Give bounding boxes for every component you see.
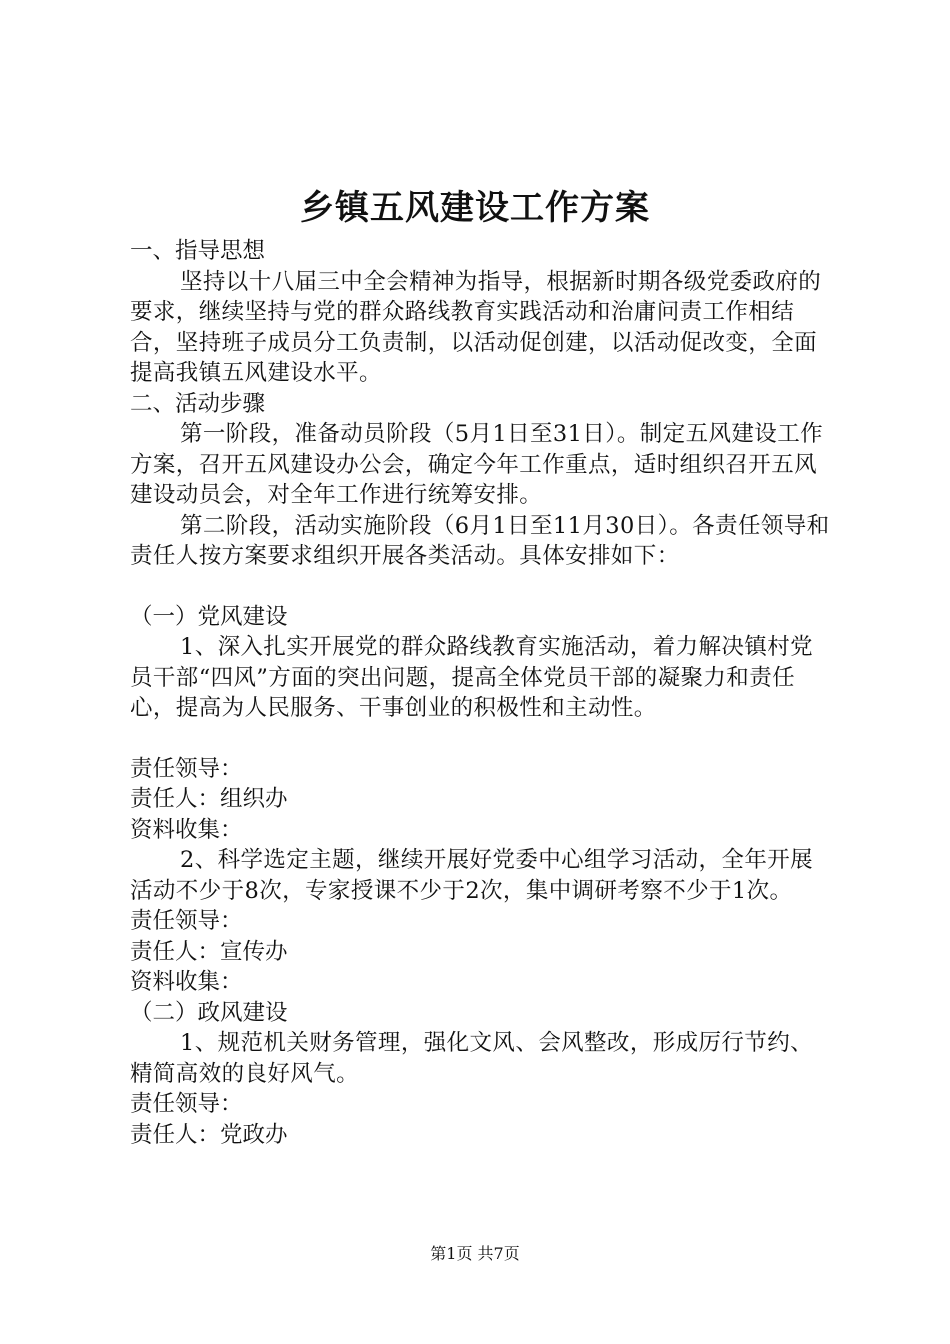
responsible-person-label: 责任人：组织办	[130, 786, 288, 812]
document-body	[130, 236, 830, 1150]
document-title: 乡镇五风建设工作方案	[300, 188, 650, 228]
responsible-leader-label: 责任领导：	[130, 908, 243, 934]
section-heading-guiding-ideology: 一、指导思想	[130, 238, 266, 264]
section-heading-activity-steps: 二、活动步骤	[130, 390, 266, 417]
materials-collection-label: 资料收集：	[130, 969, 243, 995]
materials-collection-label: 资料收集：	[130, 816, 243, 843]
paragraph-stage-two: 第二阶段，活动实施阶段（6月1日至11月30日）。各责任领导和责任人按方案要求组织开展各类活动。具体安排如下：	[130, 512, 830, 569]
responsible-leader-label: 责任领导：	[130, 1091, 243, 1117]
paragraph-guiding-ideology: 坚持以十八届三中全会精神为指导，根据新时期各级党委政府的要求，继续坚持与党的群众路线教育实践活动和治庸问责工作相结合，坚持班子成员分工负责制，以活动促创建，以活动促改变，全面提高我镇五风建设水平。	[130, 268, 822, 386]
responsible-leader-label: 责任领导：	[130, 755, 243, 782]
responsible-person-label: 责任人：党政办	[130, 1121, 288, 1148]
page-footer: 第1页 共7页	[430, 1244, 520, 1263]
paragraph-government-item-1: 1、规范机关财务管理，强化文风、会风整改，形成厉行节约、精简高效的良好风气。	[130, 1030, 814, 1087]
paragraph-stage-one: 第一阶段，准备动员阶段（5月1日至31日）。制定五风建设工作方案，召开五风建设办公会，确定今年工作重点，适时组织召开五风建设动员会，对全年工作进行统筹安排。	[130, 421, 824, 508]
subsection-heading-party-style: （一）党风建设	[130, 603, 288, 630]
paragraph-party-item-2: 2、科学选定主题，继续开展好党委中心组学习活动，全年开展活动不少于8次，专家授课不少于2次，集中调研考察不少于1次。	[130, 847, 814, 904]
subsection-heading-government-style: （二）政风建设	[130, 999, 288, 1026]
paragraph-party-item-1: 1、深入扎实开展党的群众路线教育实施活动，着力解决镇村党员干部“四风”方面的突出问题，提高全体党员干部的凝聚力和责任心，提高为人民服务、干事创业的积极性和主动性。	[130, 634, 814, 721]
responsible-person-label: 责任人：宣传办	[130, 938, 288, 965]
